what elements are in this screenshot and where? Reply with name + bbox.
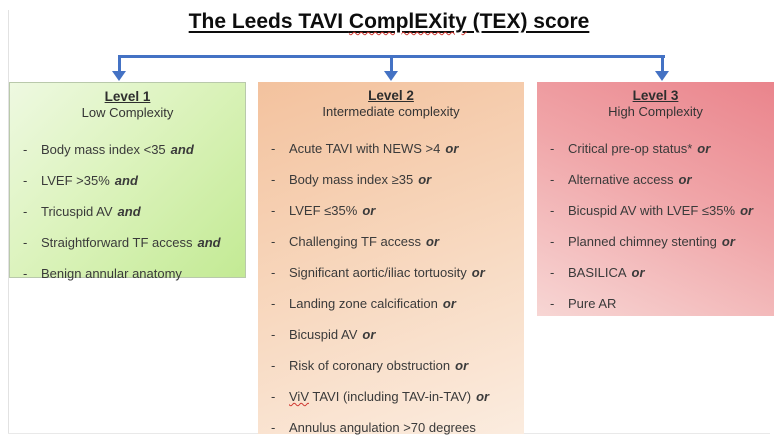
list-item bbox=[537, 171, 774, 189]
list-item bbox=[10, 234, 245, 252]
title-spellchecked-word: ComplEXity bbox=[348, 10, 467, 33]
dash-bullet: - bbox=[271, 327, 276, 342]
list-item bbox=[10, 141, 245, 159]
item-text: ViV TAVI (including TAV-in-TAV) or bbox=[289, 389, 490, 404]
dash-bullet: - bbox=[550, 203, 555, 218]
level-3-subtitle: High Complexity bbox=[608, 104, 703, 119]
dash-bullet: - bbox=[271, 141, 276, 156]
dash-bullet: - bbox=[23, 266, 28, 281]
dash-bullet: - bbox=[23, 173, 28, 188]
level-1-box bbox=[9, 82, 246, 281]
level-2-criteria-list bbox=[258, 140, 524, 437]
list-item bbox=[537, 233, 774, 251]
item-text: Pure AR bbox=[568, 296, 617, 311]
list-item bbox=[537, 202, 774, 220]
list-item bbox=[537, 140, 774, 158]
list-item bbox=[258, 140, 524, 158]
level-2-subtitle: Intermediate complexity bbox=[322, 104, 460, 119]
dash-bullet: - bbox=[271, 172, 276, 187]
item-text: Planned chimney stenting or bbox=[568, 234, 735, 249]
arrow-down-icon bbox=[112, 71, 126, 81]
item-text: Alternative access or bbox=[568, 172, 692, 187]
level-3-box bbox=[537, 82, 774, 316]
list-item bbox=[10, 172, 245, 190]
spellchecked-word: ViV bbox=[289, 389, 309, 404]
dash-bullet: - bbox=[550, 265, 555, 280]
item-text: LVEF >35% and bbox=[41, 173, 138, 188]
item-text: Straightforward TF access and bbox=[41, 235, 221, 250]
item-text: Challenging TF access or bbox=[289, 234, 439, 249]
list-item bbox=[258, 295, 524, 313]
dash-bullet: - bbox=[271, 203, 276, 218]
list-item bbox=[258, 202, 524, 220]
item-text: Bicuspid AV with LVEF ≤35% or bbox=[568, 203, 754, 218]
item-text: Benign annular anatomy bbox=[41, 266, 182, 281]
title-text-post: (TEX) score bbox=[466, 10, 590, 33]
list-item bbox=[258, 388, 524, 406]
item-text: LVEF ≤35% or bbox=[289, 203, 376, 218]
title-text-pre: The Leeds TAVI bbox=[188, 10, 349, 33]
dash-bullet: - bbox=[550, 141, 555, 156]
level-2-box bbox=[258, 82, 524, 434]
item-text: Annulus angulation >70 degrees bbox=[289, 420, 476, 435]
item-text: Landing zone calcification or bbox=[289, 296, 456, 311]
item-text: BASILICA or bbox=[568, 265, 645, 280]
level-1-criteria-list bbox=[10, 141, 245, 283]
item-text: Critical pre-op status* or bbox=[568, 141, 711, 156]
item-text: Body mass index ≥35 or bbox=[289, 172, 432, 187]
item-text: Tricuspid AV and bbox=[41, 204, 141, 219]
dash-bullet: - bbox=[271, 420, 276, 435]
level-2-heading: Level 2 bbox=[368, 88, 414, 103]
list-item bbox=[537, 264, 774, 282]
level-1-subtitle: Low Complexity bbox=[81, 105, 174, 120]
list-item bbox=[258, 419, 524, 437]
list-item bbox=[10, 265, 245, 283]
list-item bbox=[537, 295, 774, 313]
arrow-down-icon bbox=[655, 71, 669, 81]
dash-bullet: - bbox=[550, 296, 555, 311]
dash-bullet: - bbox=[23, 235, 28, 250]
list-item bbox=[258, 171, 524, 189]
item-text: Bicuspid AV or bbox=[289, 327, 376, 342]
dash-bullet: - bbox=[23, 142, 28, 157]
dash-bullet: - bbox=[271, 358, 276, 373]
dash-bullet: - bbox=[550, 172, 555, 187]
page-title bbox=[0, 10, 778, 34]
level-3-heading: Level 3 bbox=[632, 88, 679, 103]
dash-bullet: - bbox=[271, 389, 276, 404]
item-text: Risk of coronary obstruction or bbox=[289, 358, 469, 373]
dash-bullet: - bbox=[271, 265, 276, 280]
level-1-heading: Level 1 bbox=[104, 89, 151, 104]
dash-bullet: - bbox=[271, 234, 276, 249]
item-text: Acute TAVI with NEWS >4 or bbox=[289, 141, 459, 156]
item-text: Body mass index <35 and bbox=[41, 142, 194, 157]
item-text: Significant aortic/iliac tortuosity or bbox=[289, 265, 485, 280]
list-item bbox=[10, 203, 245, 221]
arrow-down-icon bbox=[384, 71, 398, 81]
list-item bbox=[258, 357, 524, 375]
list-item bbox=[258, 264, 524, 282]
dash-bullet: - bbox=[23, 204, 28, 219]
list-item bbox=[258, 326, 524, 344]
level-3-criteria-list bbox=[537, 140, 774, 313]
dash-bullet: - bbox=[271, 296, 276, 311]
dash-bullet: - bbox=[550, 234, 555, 249]
list-item bbox=[258, 233, 524, 251]
